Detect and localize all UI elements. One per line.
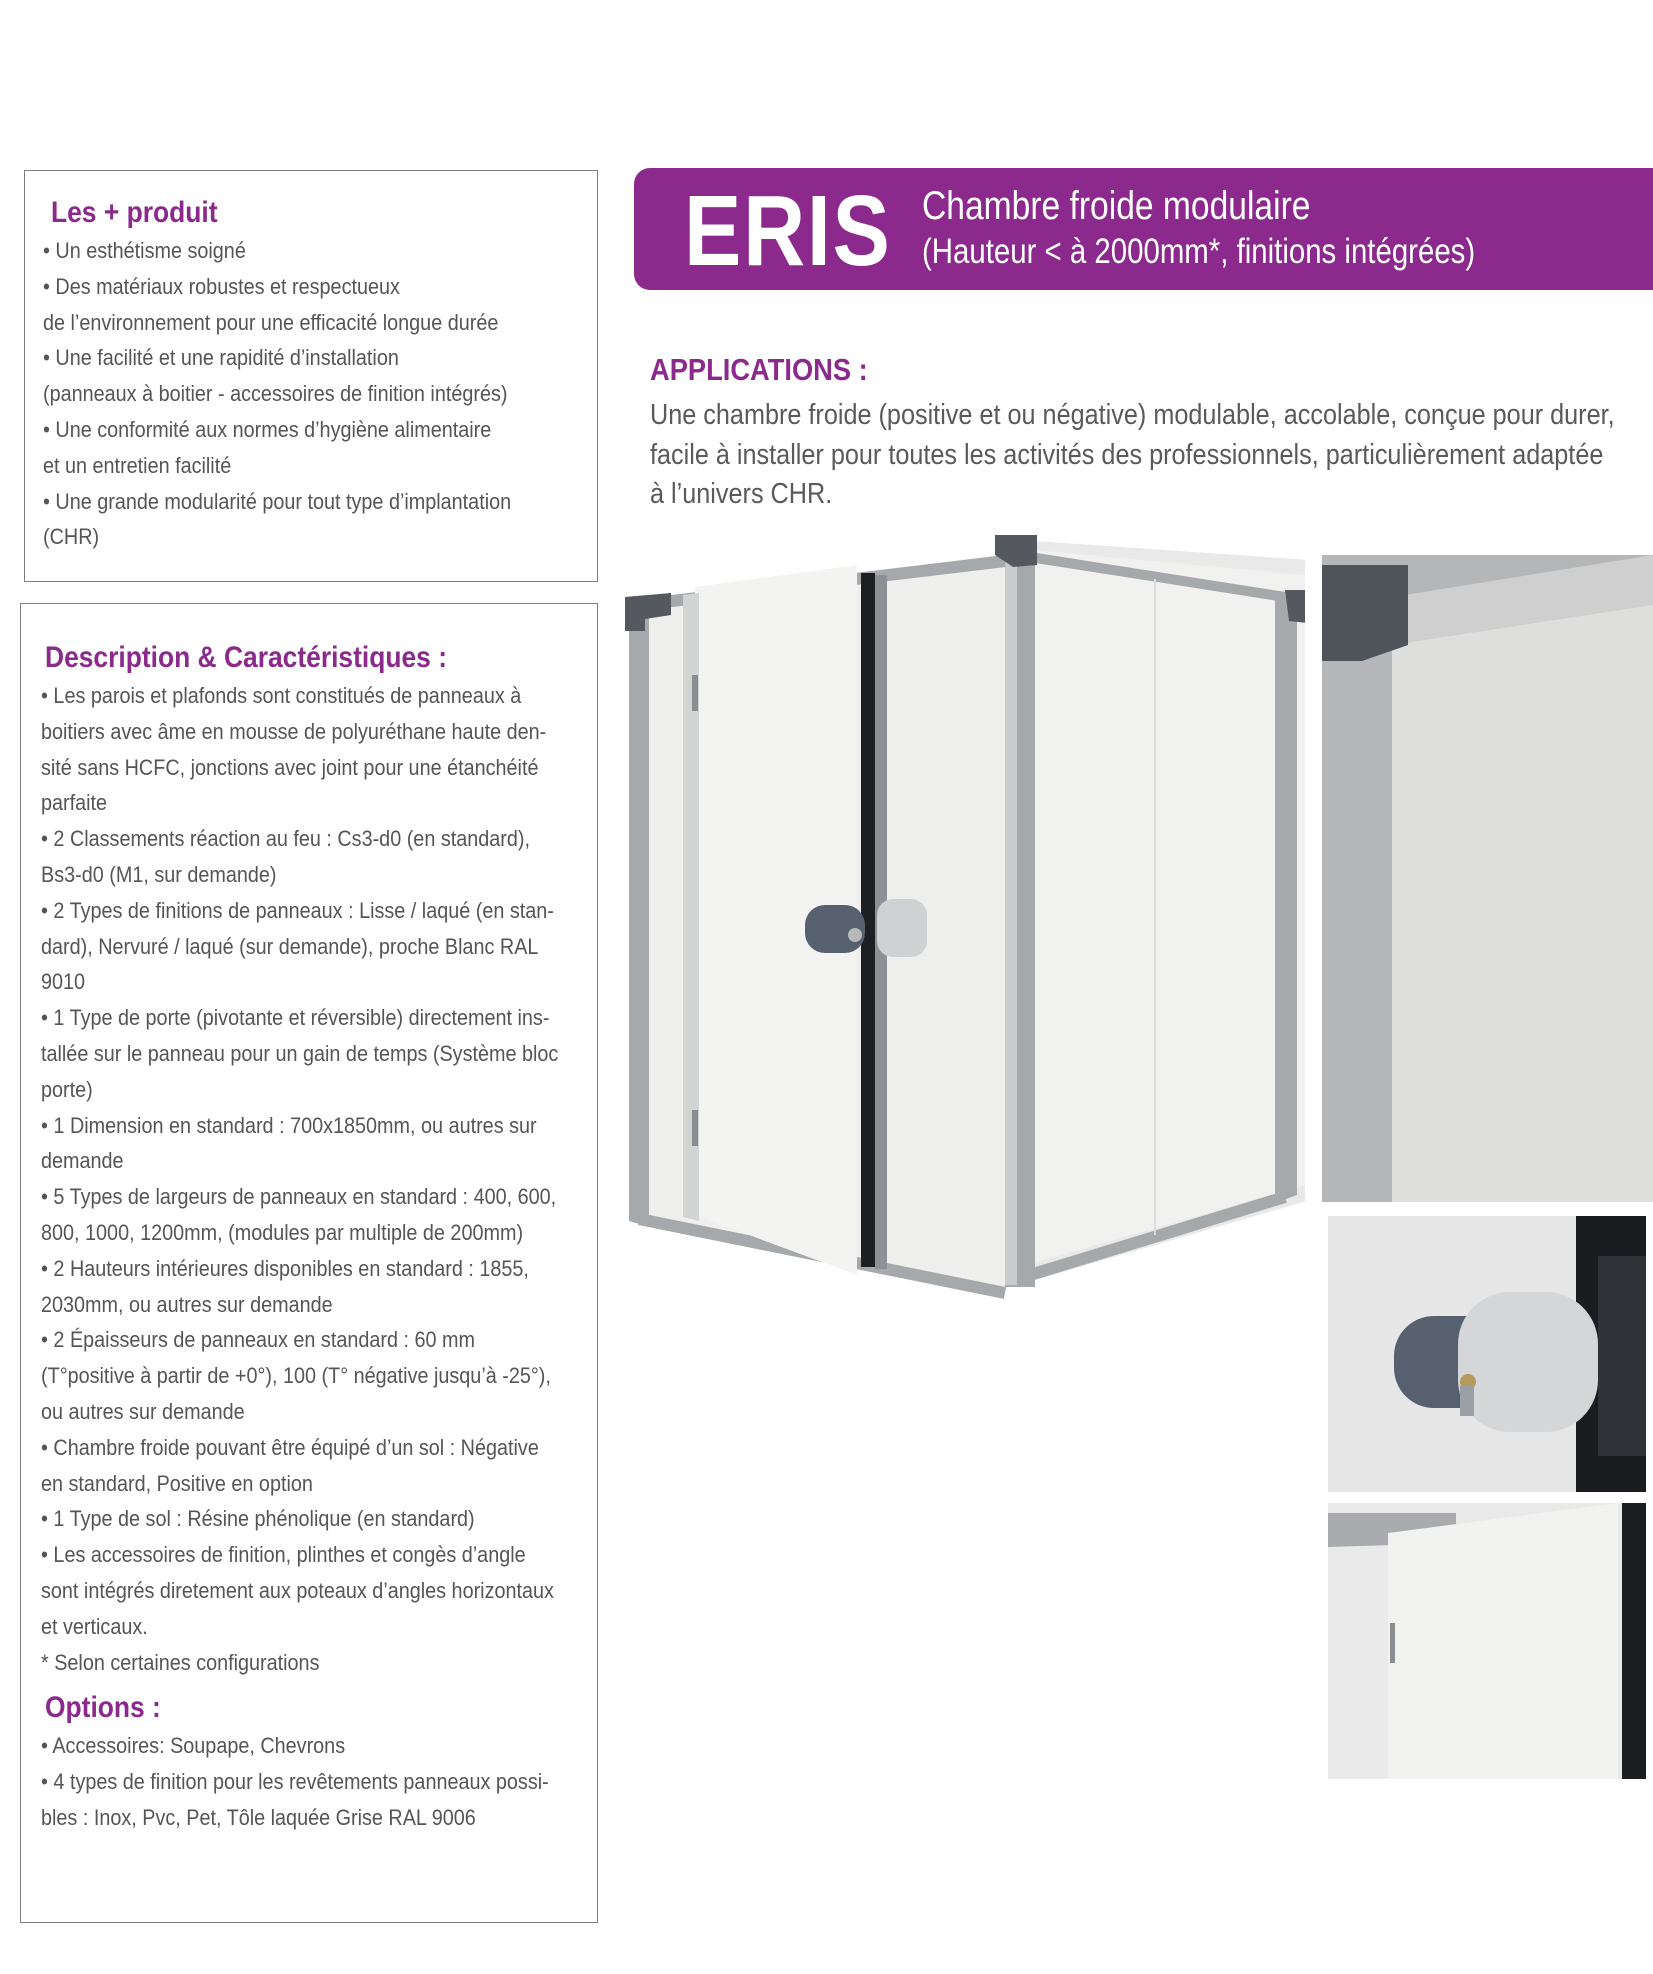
applications-line: facile à installer pour toutes les activités des professionnels, particulièrement adaptée [650, 438, 1604, 471]
list-item: sité sans HCFC, jonctions avec joint pour une étanchéité [41, 754, 539, 780]
list-item: • 2 Hauteurs intérieures disponibles en standard : 1855, [41, 1255, 529, 1281]
list-item: • Les accessoires de finition, plinthes et congès d’angle [41, 1542, 526, 1568]
list-item: de l’environnement pour une efficacité longue durée [43, 309, 499, 335]
list-item: et verticaux. [41, 1613, 148, 1639]
list-item: • 1 Type de sol : Résine phénolique (en standard) [41, 1506, 475, 1532]
door-detail-photo [1328, 1503, 1646, 1779]
list-item: • 1 Type de porte (pivotante et réversible) directement ins- [41, 1005, 550, 1031]
list-item: (panneaux à boitier - accessoires de finition intégrés) [43, 381, 508, 407]
list-item: • 2 Épaisseurs de panneaux en standard : 60 mm [41, 1327, 476, 1353]
list-item: • Les parois et plafonds sont constitués de panneaux à [41, 683, 522, 708]
product-subtitle-detail: (Hauteur < à 2000mm*, finitions intégrées) [922, 232, 1476, 271]
list-item: 9010 [41, 969, 86, 995]
applications-line: à l’univers CHR. [650, 478, 833, 510]
advantages-heading: Les + produit [51, 196, 218, 229]
description-list [41, 678, 629, 1680]
list-item: porte) [41, 1076, 93, 1102]
applications-text [650, 396, 1653, 515]
cold-room-photo [625, 535, 1305, 1325]
product-name: ERIS [684, 175, 892, 287]
list-item: Bs3-d0 (M1, sur demande) [41, 861, 277, 887]
list-item: (CHR) [43, 524, 100, 550]
options-heading: Options : [45, 1691, 161, 1724]
list-item: bles : Inox, Pvc, Pet, Tôle laquée Grise RAL 9006 [41, 1804, 476, 1830]
description-box [20, 603, 598, 1923]
list-item: • Une facilité et une rapidité d’installation [43, 345, 399, 371]
list-item: • Un esthétisme soigné [43, 238, 246, 263]
list-item: demande [41, 1148, 124, 1174]
list-item: en standard, Positive en option [41, 1470, 313, 1496]
list-item: • 1 Dimension en standard : 700x1850mm, ou autres sur [41, 1112, 537, 1138]
list-item: • 5 Types de largeurs de panneaux en standard : 400, 600, [41, 1184, 557, 1210]
applications-line: Une chambre froide (positive et ou négative) modulable, accolable, conçue pour durer, [650, 399, 1615, 431]
list-item: sont intégrés diretement aux poteaux d’angles horizontaux [41, 1577, 554, 1603]
list-item: (T°positive à partir de +0°), 100 (T° négative jusqu’à -25°), [41, 1363, 551, 1389]
applications-heading: APPLICATIONS : [650, 352, 868, 387]
options-list [41, 1728, 618, 1835]
advantages-list [43, 233, 575, 555]
list-item: 800, 1000, 1200mm, (modules par multiple de 200mm) [41, 1219, 524, 1245]
list-item: boitiers avec âme en mousse de polyuréthane haute den- [41, 718, 547, 744]
list-item: et un entretien facilité [43, 452, 232, 478]
list-item: parfaite [41, 790, 108, 816]
product-advantages-box [24, 170, 598, 582]
list-item: 2030mm, ou autres sur demande [41, 1291, 333, 1317]
product-subtitle: Chambre froide modulaire [922, 184, 1311, 228]
list-item: • Chambre froide pouvant être équipé d’un sol : Négative [41, 1434, 539, 1460]
list-item: • Une conformité aux normes d’hygiène alimentaire [43, 416, 492, 442]
list-item: • Des matériaux robustes et respectueux [43, 273, 400, 299]
list-item: ou autres sur demande [41, 1398, 245, 1424]
list-item: • 4 types de finition pour les revêtements panneaux possi- [41, 1768, 549, 1794]
list-item: dard), Nervuré / laqué (sur demande), proche Blanc RAL [41, 933, 539, 959]
list-item: tallée sur le panneau pour un gain de temps (Système bloc [41, 1040, 559, 1066]
list-item: * Selon certaines configurations [41, 1649, 320, 1675]
list-item: • Une grande modularité pour tout type d’implantation [43, 488, 512, 514]
corner-detail-photo [1322, 555, 1653, 1202]
list-item: • Accessoires: Soupape, Chevrons [41, 1733, 346, 1758]
list-item: • 2 Types de finitions de panneaux : Lisse / laqué (en stan- [41, 897, 554, 923]
description-heading: Description & Caractéristiques : [45, 641, 447, 674]
lock-detail-photo [1328, 1216, 1646, 1492]
list-item: • 2 Classements réaction au feu : Cs3-d0 (en standard), [41, 826, 530, 852]
